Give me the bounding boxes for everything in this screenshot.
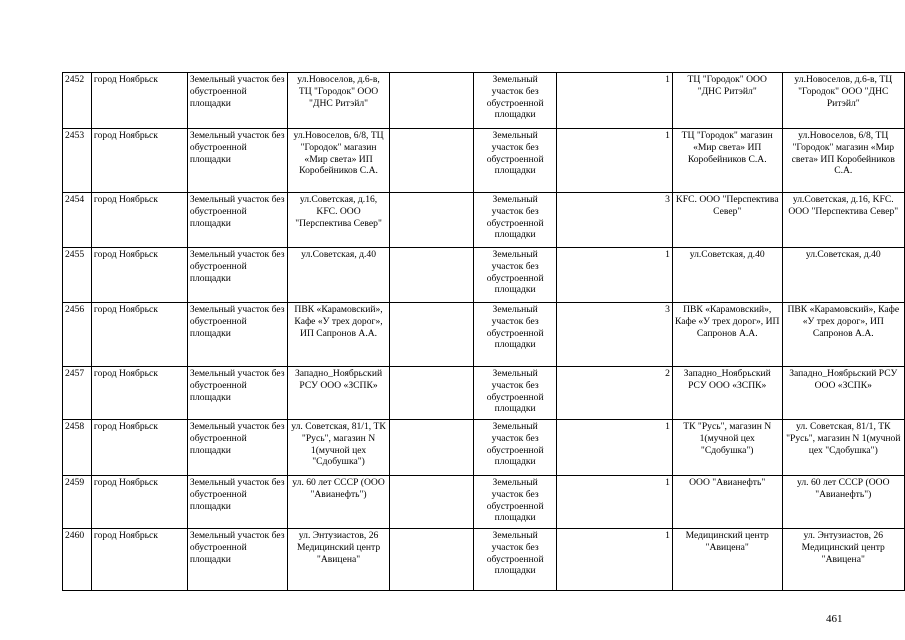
site-type-cell: Земельный участок без обустроенной площадки: [187, 73, 287, 129]
row-number-cell: 2455: [63, 248, 92, 303]
table-row: [63, 367, 905, 420]
site-type-cell: Земельный участок без обустроенной площадки: [187, 529, 287, 591]
container-count-cell: 1: [556, 129, 672, 193]
address-cell-secondary: Западно_Ноябрьский РСУ ООО «ЗСПК»: [782, 367, 904, 420]
address-cell: ул.Советская, д.16, KFC. ООО "Перспектива Север": [288, 193, 390, 248]
organization-cell: ТЦ "Городок" магазин «Мир света» ИП Коробейников С.А.: [672, 129, 782, 193]
address-cell: ул. Советская, 81/1, ТК "Русь", магазин N 1(мучной цех "Сдобушка"): [288, 420, 390, 476]
container-count-cell: 1: [556, 248, 672, 303]
row-number-cell: 2458: [63, 420, 92, 476]
site-type-cell-secondary: Земельный участок без обустроенной площадки: [474, 248, 557, 303]
address-cell-secondary: ул. Энтузиастов, 26 Медицинский центр "Авицена": [782, 529, 904, 591]
empty-cell: [389, 303, 473, 367]
city-cell: город Ноябрьск: [91, 476, 187, 529]
table-body: [63, 73, 905, 591]
table-row: [63, 420, 905, 476]
address-cell: ПВК «Карамовский», Кафе «У трех дорог», ИП Сапронов А.А.: [288, 303, 390, 367]
city-cell: город Ноябрьск: [91, 420, 187, 476]
site-type-cell: Земельный участок без обустроенной площадки: [187, 420, 287, 476]
site-type-cell-secondary: Земельный участок без обустроенной площадки: [474, 129, 557, 193]
address-cell-secondary: ул.Советская, д.40: [782, 248, 904, 303]
table-row: [63, 303, 905, 367]
table-row: [63, 529, 905, 591]
row-number-cell: 2456: [63, 303, 92, 367]
site-type-cell: Земельный участок без обустроенной площадки: [187, 303, 287, 367]
container-count-cell: 3: [556, 193, 672, 248]
site-type-cell-secondary: Земельный участок без обустроенной площадки: [474, 73, 557, 129]
organization-cell: ул.Советская, д.40: [672, 248, 782, 303]
site-type-cell-secondary: Земельный участок без обустроенной площадки: [474, 367, 557, 420]
empty-cell: [389, 248, 473, 303]
row-number-cell: 2457: [63, 367, 92, 420]
site-type-cell: Земельный участок без обустроенной площадки: [187, 193, 287, 248]
container-count-cell: 1: [556, 529, 672, 591]
container-count-cell: 1: [556, 73, 672, 129]
row-number-cell: 2459: [63, 476, 92, 529]
table-row: [63, 476, 905, 529]
site-type-cell: Земельный участок без обустроенной площадки: [187, 129, 287, 193]
table-row: [63, 73, 905, 129]
row-number-cell: 2460: [63, 529, 92, 591]
table-row: [63, 129, 905, 193]
organization-cell: ПВК «Карамовский», Кафе «У трех дорог», ИП Сапронов А.А.: [672, 303, 782, 367]
organization-cell: ТК "Русь", магазин N 1(мучной цех "Сдобушка"): [672, 420, 782, 476]
empty-cell: [389, 367, 473, 420]
organization-cell: KFC. ООО "Перспектива Север": [672, 193, 782, 248]
organization-cell: ООО "Авианефть": [672, 476, 782, 529]
row-number-cell: 2454: [63, 193, 92, 248]
address-cell: ул. Энтузиастов, 26 Медицинский центр "Авицена": [288, 529, 390, 591]
page-number: 461: [826, 613, 843, 625]
container-count-cell: 2: [556, 367, 672, 420]
container-count-cell: 3: [556, 303, 672, 367]
table-row: [63, 248, 905, 303]
container-count-cell: 1: [556, 476, 672, 529]
site-type-cell-secondary: Земельный участок без обустроенной площадки: [474, 420, 557, 476]
city-cell: город Ноябрьск: [91, 303, 187, 367]
site-type-cell-secondary: Земельный участок без обустроенной площадки: [474, 303, 557, 367]
site-type-cell: Земельный участок без обустроенной площадки: [187, 367, 287, 420]
address-cell-secondary: ул.Новоселов, 6/8, ТЦ "Городок" магазин «Мир света» ИП Коробейников С.А.: [782, 129, 904, 193]
address-cell-secondary: ул. 60 лет СССР (ООО "Авианефть"): [782, 476, 904, 529]
empty-cell: [389, 193, 473, 248]
registry-table: [62, 72, 905, 591]
row-number-cell: 2452: [63, 73, 92, 129]
organization-cell: ТЦ "Городок" ООО "ДНС Ритэйл": [672, 73, 782, 129]
address-cell-secondary: ПВК «Карамовский», Кафе «У трех дорог», ИП Сапронов А.А.: [782, 303, 904, 367]
container-count-cell: 1: [556, 420, 672, 476]
empty-cell: [389, 129, 473, 193]
city-cell: город Ноябрьск: [91, 129, 187, 193]
address-cell-secondary: ул. Советская, 81/1, ТК "Русь", магазин N 1(мучной цех "Сдобушка"): [782, 420, 904, 476]
site-type-cell: Земельный участок без обустроенной площадки: [187, 248, 287, 303]
site-type-cell-secondary: Земельный участок без обустроенной площадки: [474, 476, 557, 529]
site-type-cell-secondary: Земельный участок без обустроенной площадки: [474, 193, 557, 248]
address-cell: ул.Новоселов, 6/8, ТЦ "Городок" магазин «Мир света» ИП Коробейников С.А.: [288, 129, 390, 193]
table-row: [63, 193, 905, 248]
row-number-cell: 2453: [63, 129, 92, 193]
address-cell: ул.Новоселов, д.6-в, ТЦ "Городок" ООО "ДНС Ритэйл": [288, 73, 390, 129]
address-cell-secondary: ул.Советская, д.16, KFC. ООО "Перспектива Север": [782, 193, 904, 248]
city-cell: город Ноябрьск: [91, 367, 187, 420]
address-cell: Западно_Ноябрьский РСУ ООО «ЗСПК»: [288, 367, 390, 420]
empty-cell: [389, 420, 473, 476]
site-type-cell-secondary: Земельный участок без обустроенной площадки: [474, 529, 557, 591]
city-cell: город Ноябрьск: [91, 193, 187, 248]
empty-cell: [389, 529, 473, 591]
city-cell: город Ноябрьск: [91, 73, 187, 129]
address-cell-secondary: ул.Новоселов, д.6-в, ТЦ "Городок" ООО "ДНС Ритэйл": [782, 73, 904, 129]
address-cell: ул. 60 лет СССР (ООО "Авианефть"): [288, 476, 390, 529]
organization-cell: Медицинский центр "Авицена": [672, 529, 782, 591]
city-cell: город Ноябрьск: [91, 529, 187, 591]
empty-cell: [389, 73, 473, 129]
organization-cell: Западно_Ноябрьский РСУ ООО «ЗСПК»: [672, 367, 782, 420]
city-cell: город Ноябрьск: [91, 248, 187, 303]
site-type-cell: Земельный участок без обустроенной площадки: [187, 476, 287, 529]
empty-cell: [389, 476, 473, 529]
address-cell: ул.Советская, д.40: [288, 248, 390, 303]
